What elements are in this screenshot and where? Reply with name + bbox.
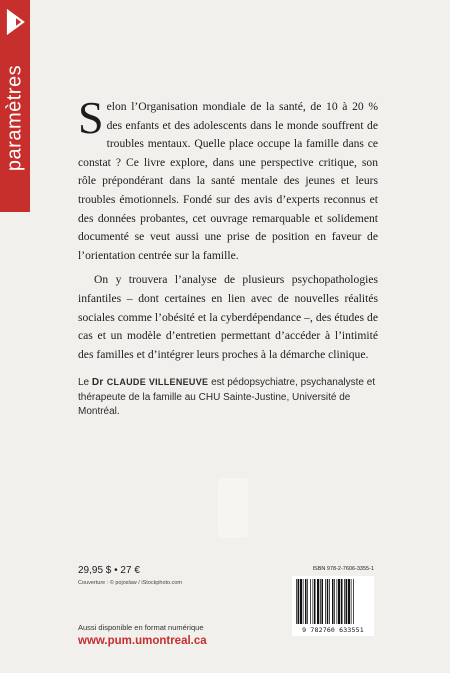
barcode-bar [337, 579, 338, 624]
barcode-bar [353, 579, 354, 624]
drop-cap: S [78, 92, 104, 143]
isbn-label: ISBN 978-2-7606-3355-1 [312, 566, 374, 572]
barcode-bar [346, 579, 348, 624]
barcode-bar [351, 579, 352, 624]
barcode-bar [298, 579, 300, 624]
barcode-bar [338, 579, 340, 624]
barcode-bar [307, 579, 308, 624]
author-name-block [92, 377, 208, 388]
collection-name: paramètres [3, 64, 26, 172]
barcode-bar [313, 579, 314, 624]
barcode-bar [329, 579, 330, 624]
barcode-bar [332, 579, 334, 624]
barcode-bar [300, 579, 302, 624]
barcode-bar [344, 579, 345, 624]
publisher-url[interactable]: www.pum.umontreal.ca [78, 635, 207, 647]
barcode-bars [296, 579, 370, 624]
barcode-bar [305, 579, 307, 624]
barcode-bar [303, 579, 304, 624]
barcode-bar [348, 579, 350, 624]
author-name: CLAUDE VILLENEUVE [106, 377, 209, 387]
author-prefix: Le [78, 377, 90, 388]
collection-tab [0, 0, 30, 212]
cover-credit: Couverture : © pojoslaw / iStockphoto.com [78, 580, 183, 586]
barcode-bar [325, 579, 326, 624]
barcode-bar [314, 579, 316, 624]
barcode-bar [334, 579, 335, 624]
barcode-bar [341, 579, 343, 624]
barcode-bar [310, 579, 311, 624]
collection-logo-icon [0, 6, 30, 40]
author-bio [78, 375, 382, 420]
barcode-bar [317, 579, 319, 624]
barcode [292, 576, 374, 636]
barcode-bar [327, 579, 329, 624]
digital-availability-note: Aussi disponible en format numérique [78, 623, 204, 632]
price: 29,95 $ • 27 € [78, 565, 140, 576]
blurb [78, 92, 378, 364]
author-bio-text: est pédopsychiatre, psychanalyste et thérapeute de la famille au CHU Sainte-Justine, Université de Montréal. [78, 377, 376, 417]
barcode-bar [296, 579, 297, 624]
blurb-paragraph-2: On y trouvera l’analyse de plusieurs psychopathologies infantiles – dont certaines en lien avec de nouvelles réalités sociales comme l’obésité et la cyberdépendance –, des études de cas et un modèle d’entretien permettant d’accéder à l’intimité des familles et d’intégrer leurs proches à la démarche clinique. [78, 273, 378, 361]
barcode-bar [322, 579, 324, 624]
barcode-bar [320, 579, 321, 624]
blurb-paragraph-1 [78, 92, 378, 265]
barcode-digits: 9 782760 633551 [302, 626, 364, 634]
author-title: Dr [91, 377, 104, 388]
cover-watermark [218, 478, 248, 538]
blurb-paragraph-1-text: elon l’Organisation mondiale de la santé, de 10 à 20 % des enfants et des adolescents dans le monde souffrent de troubles mentaux. Quelle place occupe la famille dans ce constat ? Ce livre explore, dans une perspective critique, son rôle prépondérant dans la santé mentale des jeunes et leurs troubles émotionnels. Fondé sur des avis d’experts reconnus et des données probantes, cet ouvrage remarquable et solidement documenté se veut aussi une prise de position en faveur de l’orientation centrée sur la famille. [78, 100, 378, 262]
